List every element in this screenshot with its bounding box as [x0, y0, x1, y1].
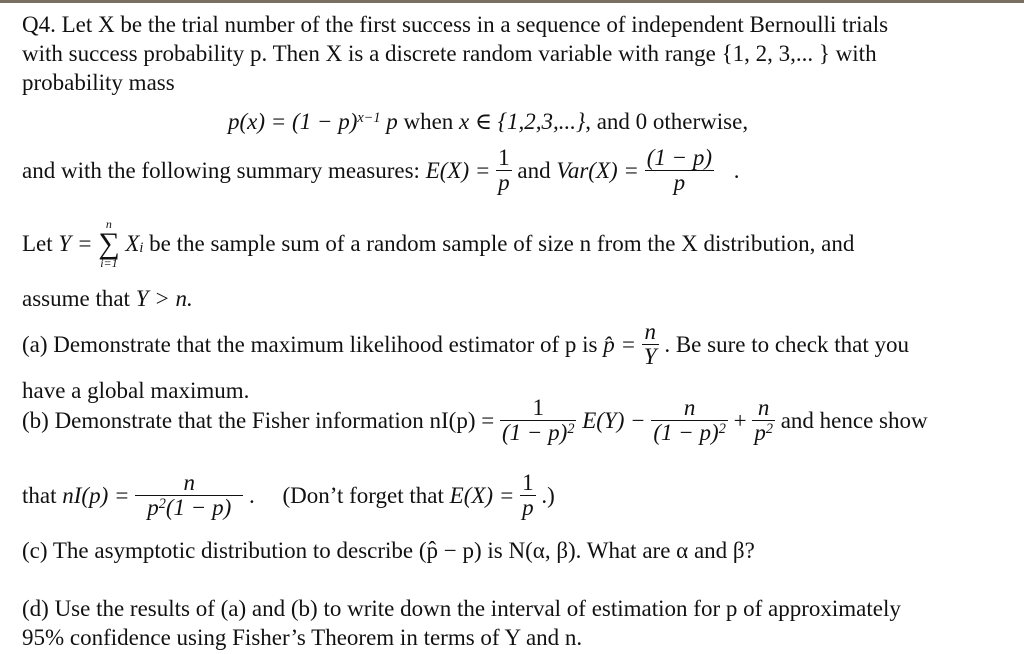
pmf-condition: x ∈ {1,2,3,...} — [459, 109, 586, 134]
summary-period: . — [733, 158, 740, 184]
part-b — [22, 396, 928, 445]
intro-line-2: with success probability p. Then X is a discrete random variable with range {1, 2, 3,... } with — [22, 41, 877, 66]
summation — [98, 218, 119, 269]
assume-text: assume that — [22, 286, 136, 311]
pmf-when: when — [397, 109, 460, 134]
fisher-fraction-3 — [752, 396, 775, 445]
part-d-line-1: (d) Use the results of (a) and (b) to write down the interval of estimation for p of approximately — [22, 596, 901, 621]
that-text: that — [22, 483, 63, 509]
expectation-numerator: 1 — [498, 145, 510, 170]
ni-denominator-square: 2 — [158, 496, 166, 513]
mle-fraction — [642, 320, 659, 369]
variance-denominator: p — [673, 170, 686, 196]
fisher-f2-denominator — [651, 421, 727, 445]
let-text: Let — [22, 231, 59, 256]
expectation-lhs: E(X) = — [425, 158, 491, 184]
summary-measures — [22, 146, 740, 195]
mle-lhs: p̂ = — [603, 332, 637, 358]
fisher-f1-square: 2 — [567, 421, 575, 438]
fisher-fraction-1 — [500, 396, 576, 445]
sum-lower-limit: i=1 — [100, 256, 118, 270]
variance-lhs: Var(X) = — [556, 158, 639, 184]
part-b-rest: and hence show — [780, 408, 928, 434]
fisher-f3-denominator-base: p — [754, 420, 766, 446]
pmf-lhs: p(x) = (1 − p) — [228, 109, 358, 134]
assume-line — [22, 287, 193, 310]
that-line — [22, 471, 555, 520]
x-i: X — [125, 231, 140, 256]
y-equals: Y = — [58, 231, 93, 256]
variance-fraction — [645, 146, 714, 195]
note-close: .) — [541, 483, 555, 509]
fisher-ey: E(Y) − — [582, 408, 646, 434]
ni-lhs: nI(p) = — [62, 483, 130, 509]
note-ex-fraction — [520, 471, 536, 520]
pmf-p: p — [386, 109, 398, 134]
expectation-fraction — [496, 146, 512, 195]
intro-line-1: Q4. Let X be the trial number of the first success in a sequence of independent Bernoulli trials — [22, 12, 889, 37]
mle-denominator: Y — [643, 344, 657, 370]
mle-numerator: n — [642, 320, 659, 345]
fisher-f1-denominator — [500, 421, 576, 445]
summary-and: and — [517, 158, 557, 184]
note-ex-numerator: 1 — [522, 470, 534, 495]
sigma-symbol: ∑ — [98, 227, 120, 260]
sum-upper-limit: n — [105, 217, 112, 231]
variance-numerator: (1 − p) — [646, 145, 713, 170]
x-i-subscript: i — [139, 240, 144, 257]
pmf-otherwise: , and 0 otherwise, — [585, 109, 749, 134]
note-ex-lhs: E(X) = — [449, 483, 515, 509]
fisher-f2-numerator: n — [651, 396, 727, 421]
part-c: (c) The asymptotic distribution to describe (p̂ − p) is N(α, β). What are α and β? — [22, 538, 755, 563]
ni-denominator — [135, 496, 243, 520]
pmf-exponent: x−1 — [357, 109, 381, 126]
ni-fraction — [135, 471, 243, 520]
sample-sum-rest: be the sample sum of a random sample of size n from the X distribution, and — [149, 231, 855, 256]
part-a-text: (a) Demonstrate that the maximum likelihood estimator of p is — [22, 332, 604, 358]
note-ex-denominator: p — [522, 495, 534, 521]
note-text: (Don’t forget that — [282, 483, 450, 509]
expectation-denominator: p — [498, 170, 510, 196]
part-d-line-2: 95% confidence using Fisher’s Theorem in terms of Y and n. — [22, 625, 583, 650]
ni-denominator-p: p — [147, 495, 159, 521]
part-b-text: (b) Demonstrate that the Fisher information nI(p) = — [22, 408, 500, 434]
fisher-f1-denominator-base: (1 − p) — [501, 420, 568, 446]
part-a-rest: . Be sure to check that you — [664, 332, 909, 358]
ni-period: . — [249, 483, 255, 509]
sample-sum-line — [22, 218, 854, 269]
fisher-f2-denominator-base: (1 − p) — [653, 420, 719, 446]
fisher-plus: + — [733, 408, 747, 434]
pmf-formula — [228, 110, 748, 133]
fisher-f1-numerator: 1 — [500, 396, 576, 421]
fisher-f3-denominator — [752, 421, 775, 445]
top-border — [0, 0, 1024, 3]
assume-expression: Y > n. — [135, 286, 193, 311]
summary-text: and with the following summary measures: — [22, 158, 426, 184]
fisher-f3-numerator: n — [752, 396, 775, 421]
part-a-line-2: have a global maximum. — [22, 378, 250, 403]
intro-line-3: probability mass — [22, 70, 175, 95]
fisher-fraction-2 — [651, 396, 727, 445]
fisher-f3-square: 2 — [765, 421, 773, 438]
part-a — [22, 320, 909, 369]
ni-numerator: n — [135, 471, 243, 496]
fisher-f2-square: 2 — [718, 421, 726, 438]
ni-denominator-rest: (1 − p) — [165, 495, 232, 521]
